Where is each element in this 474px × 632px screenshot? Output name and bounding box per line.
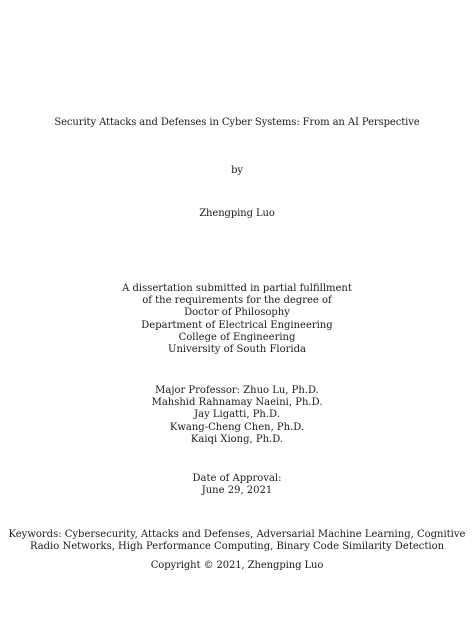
committee-member: Mahshid Rahnamay Naeini, Ph.D. xyxy=(151,397,323,409)
committee-list xyxy=(0,385,474,446)
keywords-line: Radio Networks, High Performance Computing, Binary Code Similarity Detection xyxy=(29,541,445,553)
degree-name: Doctor of Philosophy xyxy=(184,307,290,319)
approval-section xyxy=(0,473,474,497)
degree-line: of the requirements for the degree of xyxy=(142,295,332,307)
major-professor: Major Professor: Zhuo Lu, Ph.D. xyxy=(155,385,319,396)
department-name: Department of Electrical Engineering xyxy=(141,319,333,331)
approval-label: Date of Approval: xyxy=(192,473,282,484)
keywords-line: Keywords: Cybersecurity, Attacks and Defenses, Adversarial Machine Learning, Cognitive xyxy=(8,529,466,540)
degree-statement xyxy=(0,283,474,356)
keywords-section xyxy=(0,529,474,553)
copyright-notice: Copyright © 2021, Zhengping Luo xyxy=(150,560,324,571)
committee-member: Jay Ligatti, Ph.D. xyxy=(194,409,280,421)
degree-line: A dissertation submitted in partial fulfillment xyxy=(122,283,352,294)
committee-member: Kaiqi Xiong, Ph.D. xyxy=(190,433,284,445)
approval-date: June 29, 2021 xyxy=(201,485,273,497)
college-name: College of Engineering xyxy=(178,331,296,343)
dissertation-title: Security Attacks and Defenses in Cyber Systems: From an AI Perspective xyxy=(54,117,420,128)
author-name: Zhengping Luo xyxy=(199,208,275,219)
committee-member: Kwang-Cheng Chen, Ph.D. xyxy=(169,421,305,433)
university-name: University of South Florida xyxy=(168,344,306,356)
by-label: by xyxy=(231,165,243,176)
